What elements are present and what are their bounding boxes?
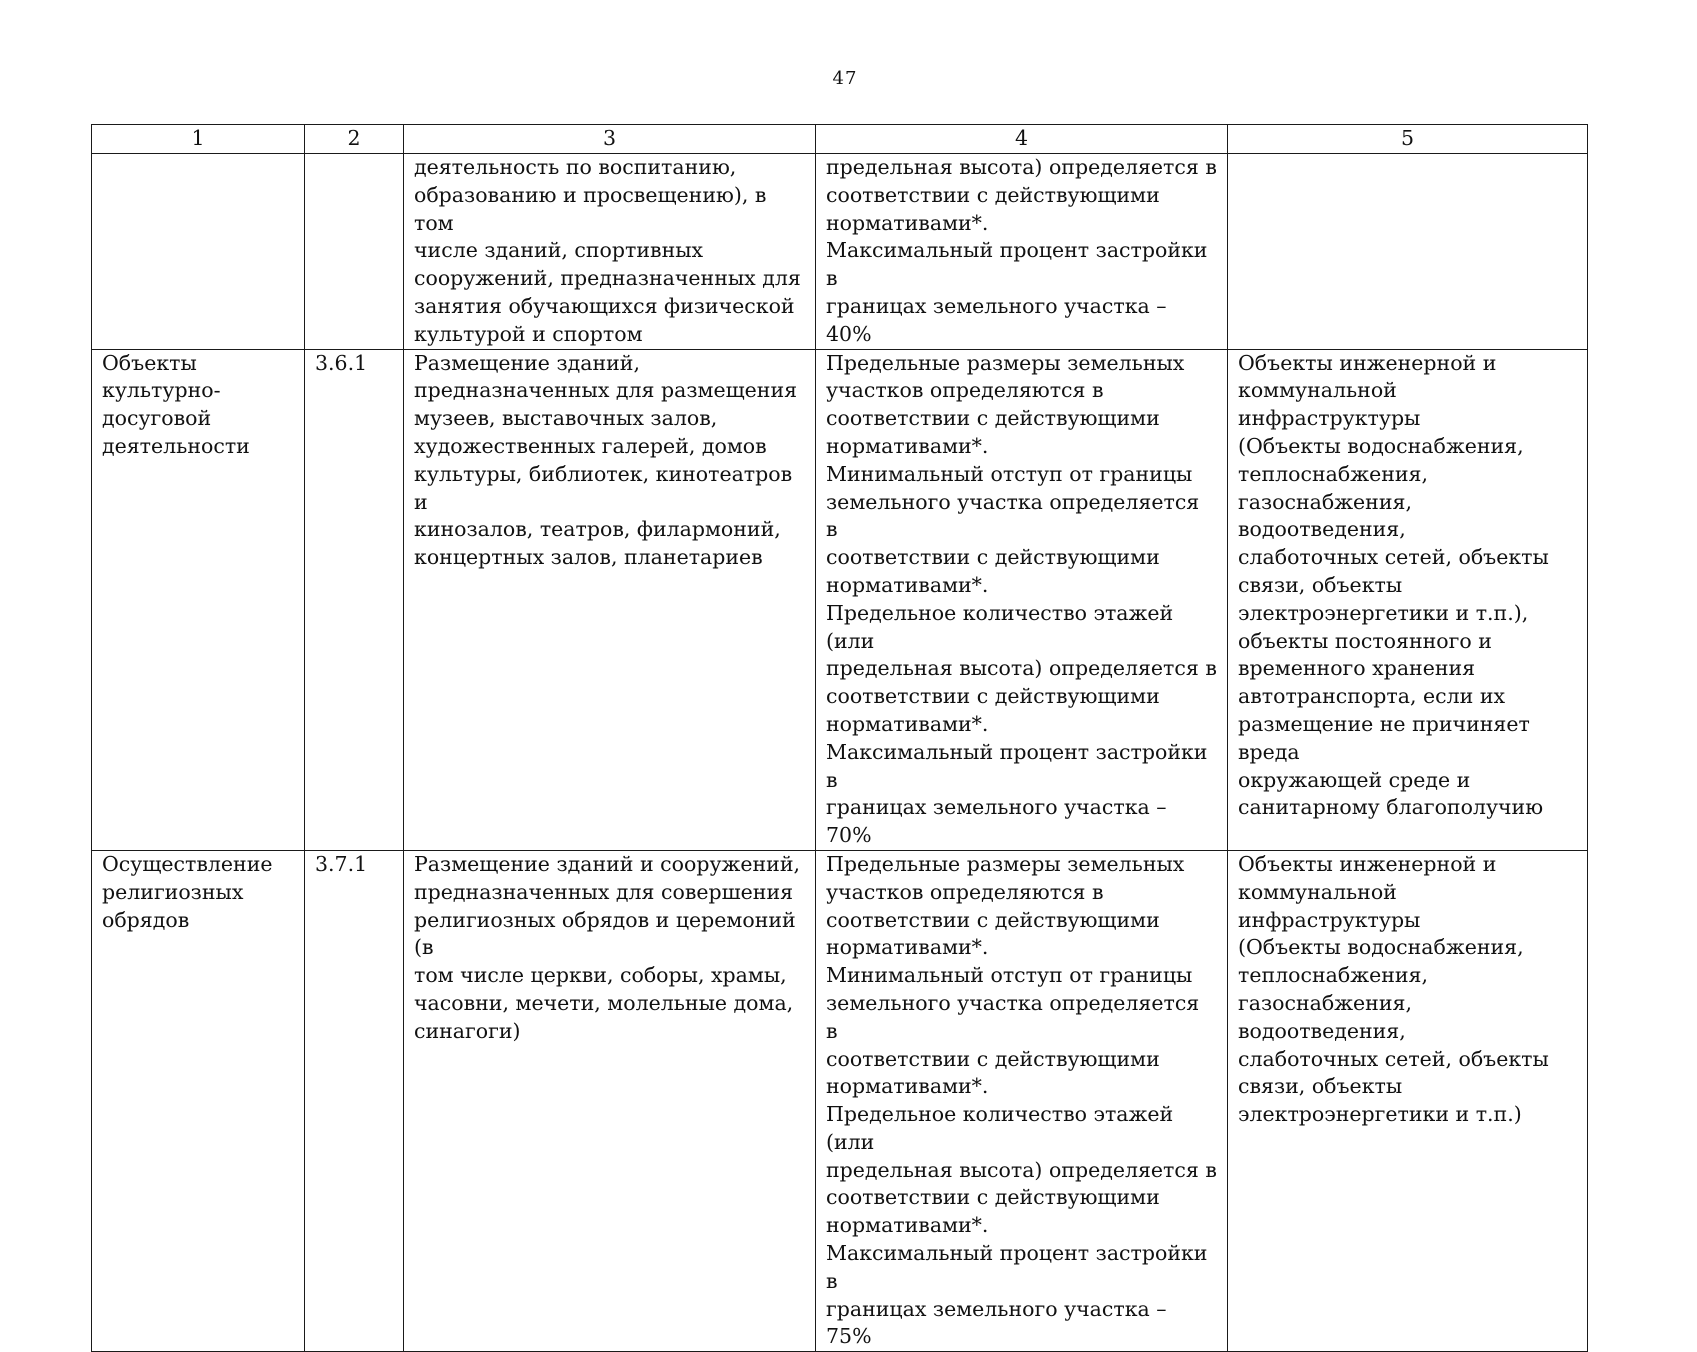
auxiliary-uses-cell: Объекты инженерной и коммунальной инфраструктуры (Объекты водоснабжения, теплоснабжения, газоснабжения, водоотведения, слаботочных сетей, объекты связи, объекты электроэнергетики и т.п.): [1228, 850, 1588, 1351]
column-header-1: 1: [92, 125, 305, 154]
use-code-cell: [305, 154, 404, 350]
use-description-cell: Размещение зданий, предназначенных для размещения музеев, выставочных залов, художественных галерей, домов культуры, библиотек, кинотеатров и кинозалов, театров, филармоний, концертных залов, планетариев: [404, 349, 816, 850]
use-name-cell: Осуществление религиозных обрядов: [92, 850, 305, 1351]
parameters-cell: Предельные размеры земельных участков определяются в соответствии с действующими нормативами*. Минимальный отступ от границы земельного участка определяется в соответствии с действующими нормативами*. Предельное количество этажей (или предельная высота) определяется в соответствии с действующими нормативами*. Максимальный процент застройки в границах земельного участка – 70%: [816, 349, 1228, 850]
land-use-table: [91, 124, 1588, 1352]
column-header-2: 2: [305, 125, 404, 154]
page-number: 47: [832, 68, 858, 89]
use-name-cell: Объекты культурно- досуговой деятельности: [92, 349, 305, 850]
column-header-3: 3: [404, 125, 816, 154]
parameters-cell: Предельные размеры земельных участков определяются в соответствии с действующими нормативами*. Минимальный отступ от границы земельного участка определяется в соответствии с действующими нормативами*. Предельное количество этажей (или предельная высота) определяется в соответствии с действующими нормативами*. Максимальный процент застройки в границах земельного участка – 75%: [816, 850, 1228, 1351]
use-code-cell: 3.6.1: [305, 349, 404, 850]
parameters-cell: предельная высота) определяется в соответствии с действующими нормативами*. Максимальный процент застройки в границах земельного участка – 40%: [816, 154, 1228, 350]
use-name-cell: [92, 154, 305, 350]
table-header-row: [92, 125, 1588, 154]
column-header-5: 5: [1228, 125, 1588, 154]
use-description-cell: Размещение зданий и сооружений, предназначенных для совершения религиозных обрядов и церемоний (в том числе церкви, соборы, храмы, часовни, мечети, молельные дома, синагоги): [404, 850, 816, 1351]
table-row: [92, 349, 1588, 850]
use-description-cell: деятельность по воспитанию, образованию и просвещению), в том числе зданий, спортивных сооружений, предназначенных для занятия обучающихся физической культурой и спортом: [404, 154, 816, 350]
auxiliary-uses-cell: Объекты инженерной и коммунальной инфраструктуры (Объекты водоснабжения, теплоснабжения, газоснабжения, водоотведения, слаботочных сетей, объекты связи, объекты электроэнергетики и т.п.), объекты постоянного и временного хранения автотранспорта, если их размещение не причиняет вреда окружающей среде и санитарному благополучию: [1228, 349, 1588, 850]
auxiliary-uses-cell: [1228, 154, 1588, 350]
table-row: [92, 850, 1588, 1351]
column-header-4: 4: [816, 125, 1228, 154]
use-code-cell: 3.7.1: [305, 850, 404, 1351]
table-row: [92, 154, 1588, 350]
